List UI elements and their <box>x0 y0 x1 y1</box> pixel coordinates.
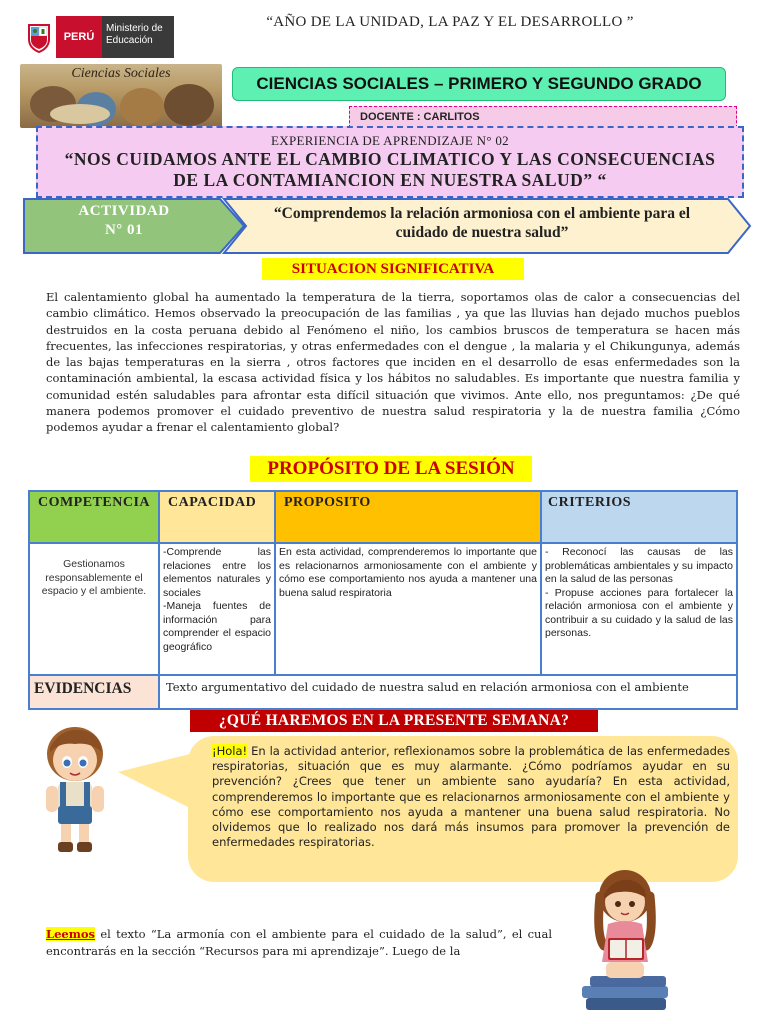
cell-capacidad <box>159 543 275 675</box>
header-criterios: CRITERIOS <box>541 491 737 543</box>
social-sciences-banner-image <box>20 64 222 128</box>
speech-bubble-text <box>212 744 730 850</box>
activity-label-line2: N° 01 <box>104 222 144 238</box>
table-header-row <box>29 491 737 543</box>
situation-heading: SITUACION SIGNIFICATIVA <box>262 258 524 280</box>
purpose-table <box>28 490 738 710</box>
girl-reading-illustration <box>570 866 680 1016</box>
boy-illustration <box>30 720 120 860</box>
peru-shield-icon <box>22 16 56 58</box>
reading-instructions <box>46 926 552 960</box>
cell-competencia: Gestionamos responsablemente el espacio y el ambiente. <box>29 543 159 675</box>
evidence-row <box>29 675 737 709</box>
header-capacidad: CAPACIDAD <box>159 491 275 543</box>
logo-ministry: Ministerio de Educación <box>102 16 174 58</box>
banner-image-label: Ciencias Sociales <box>71 66 171 81</box>
speech-bubble-tail <box>118 752 198 822</box>
purpose-heading: PROPÓSITO DE LA SESIÓN <box>250 456 532 482</box>
activity-label <box>36 202 212 240</box>
greeting: ¡Hola! <box>212 744 248 758</box>
experience-title-line2: DE LA CONTAMIANCION EN NUESTRA SALUD” “ <box>173 170 607 190</box>
experience-title-line1: “NOS CUIDAMOS ANTE EL CAMBIO CLIMATICO Y LAS CONSECUENCIAS <box>64 149 716 169</box>
table-row <box>29 543 737 675</box>
evidencias-text: Texto argumentativo del cuidado de nuestra salud en relación armoniosa con el ambiente <box>159 675 737 709</box>
criterio-item: - Reconocí las causas de las problemáticas ambientales y su impacto en la salud de las personas <box>545 546 733 585</box>
capacidad-item: -Comprende las relaciones entre los elementos naturales y sociales <box>163 546 271 599</box>
week-heading: ¿QUÉ HAREMOS EN LA PRESENTE SEMANA? <box>190 710 598 732</box>
teacher-label: DOCENTE : CARLITOS <box>349 106 737 128</box>
evidencias-label: EVIDENCIAS <box>29 675 159 709</box>
criterio-item: - Propuse acciones para fortalecer la relación armoniosa con el ambiente y contribuir a su cuidado y la salud de las personas. <box>545 586 733 639</box>
experience-box <box>36 126 744 198</box>
activity-title: “Comprendemos la relación armoniosa con el ambiente para el cuidado de nuestra salud” <box>273 205 691 241</box>
reading-body: el texto “La armonía con el ambiente para el cuidado de la salud”, el cual encontrarás en la sección “Recursos para mi aprendizaje”. Luego de la <box>46 927 552 958</box>
cell-proposito: En esta actividad, comprenderemos lo importante que es relacionarnos armoniosamente con el ambiente y cómo ese comportamiento nos ayuda a mantener una buena salud respiratoria <box>275 543 541 675</box>
experience-number: EXPERIENCIA DE APRENDIZAJE N° 02 <box>271 133 509 148</box>
situation-text: El calentamiento global ha aumentado la temperatura de la tierra, soportamos olas de calor a consecuencias del cambio climático. Hemos observado la preocupación de las familias , ya que las lluvias han dejado muchos pueblos destruidos en la costa peruana debido al Fenómeno el niño, los cambios bruscos de temperatura se hacen más frecuentes, las infecciones respiratorias, y otras enfermedades con el dengue , la malaria y el Chikungunya, además de las bajas temperaturas en la sierra , otros factores que inciden en el desarrollo de esas enfermedades son la contaminación ambiental, la escasa actividad física y los hábitos no saludables. Es importante que nuestra familia y comunidad estén saludables para afrontar esta difícil situación que vivimos. Ante ello, nos preguntamos: ¿De qué manera podemos promover el cuidado preventivo de nuestra salud respiratoria y la de nuestra familia ¿Cómo podemos ayudar a frenar el calentamiento global? <box>46 290 740 435</box>
year-motto: “AÑO DE LA UNIDAD, LA PAZ Y EL DESARROLLO ” <box>266 14 634 30</box>
header-proposito: PROPOSITO <box>275 491 541 543</box>
header-competencia: COMPETENCIA <box>29 491 159 543</box>
activity-label-line1: ACTIVIDAD <box>78 203 170 219</box>
capacidad-item: -Maneja fuentes de información para comprender el espacio geográfico <box>163 600 271 653</box>
course-title: CIENCIAS SOCIALES – PRIMERO Y SEGUNDO GRADO <box>232 67 726 101</box>
bubble-body: En la actividad anterior, reflexionamos sobre la problemática de las enfermedades respiratorias, situación que es muy alarmante. ¿Cómo podríamos ayudar en su prevención? ¿Crees que tener un ambiente sano ayudaría? En esta actividad, comprenderemos lo importante que es relacionarnos armoniosamente con el ambiente y cómo ese comportamiento nos ayuda a mantener una buena salud respiratoria. No olvidemos que lo realizado nos dará más insumos para promover la prevención de enfermedades respiratorias. <box>212 744 730 850</box>
cell-criterios <box>541 543 737 675</box>
minedu-logo <box>22 16 174 58</box>
logo-country: PERÚ <box>56 16 102 58</box>
reading-lead: Leemos <box>46 927 96 941</box>
